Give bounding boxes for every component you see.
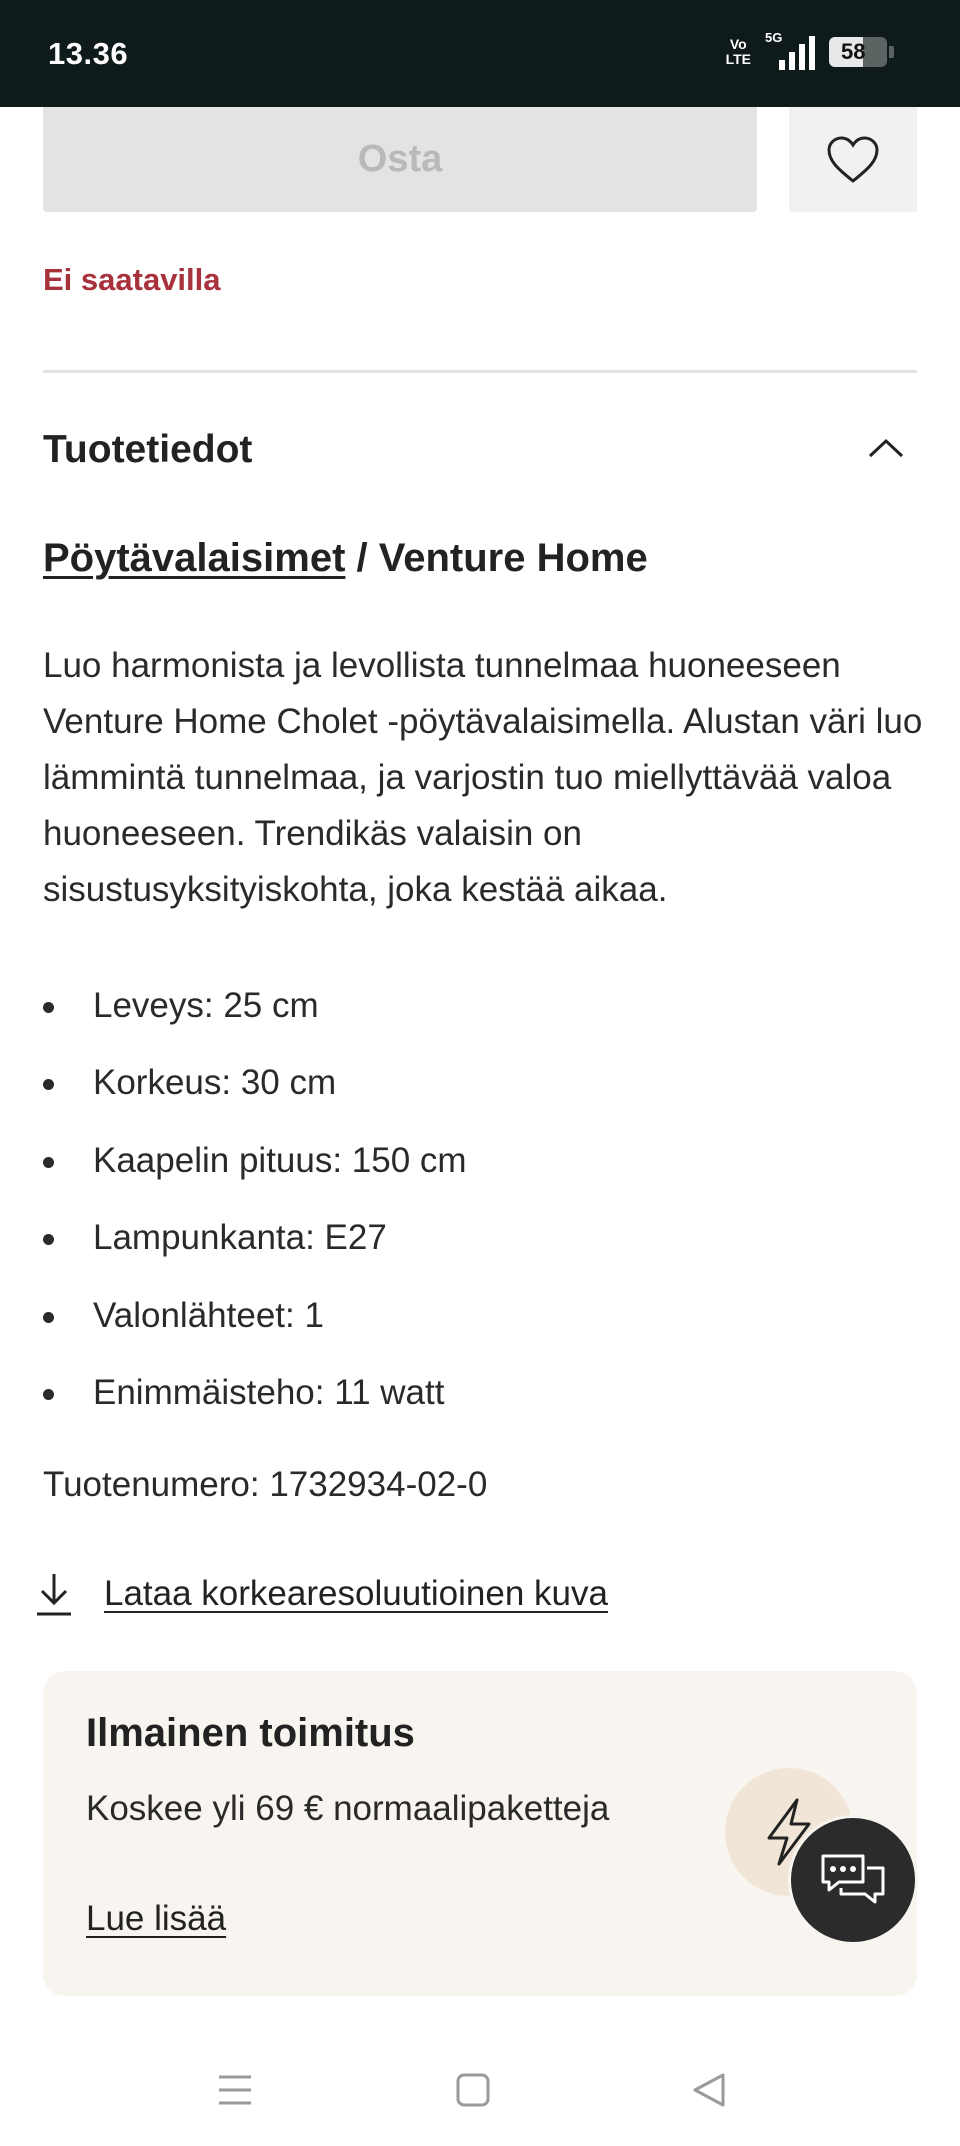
chevron-up-icon[interactable] <box>866 432 906 464</box>
volte-icon: Vo LTE <box>725 36 751 67</box>
breadcrumb-separator: / <box>345 536 379 580</box>
heart-icon <box>826 135 880 185</box>
product-description: Luo harmonista ja levollista tunnelmaa huoneeseen Venture Home Cholet -pöytävalaisimella. Alustan väri luo lämmintä tunnelmaa, ja varjostin tuo miellyttävää valoa huoneeseen. Trendikäs valaisin on sisustusyksityiskohta, joka kestää aikaa. <box>43 646 923 909</box>
breadcrumb <box>43 536 648 581</box>
back-nav-button[interactable] <box>687 2068 731 2112</box>
spec-item: Kaapelin pituus: 150 cm <box>43 1133 467 1210</box>
breadcrumb-brand: Venture Home <box>378 536 648 580</box>
promo-title: Ilmainen toimitus <box>86 1711 415 1755</box>
home-icon <box>455 2072 491 2108</box>
menu-icon <box>217 2073 253 2107</box>
spec-list <box>43 978 467 1442</box>
chat-button[interactable] <box>788 1815 918 1945</box>
promo-text: Koskee yli 69 € normaalipaketteja <box>86 1789 610 1828</box>
battery-icon: 58 <box>829 37 887 67</box>
download-image-link[interactable]: Lataa korkearesoluutioinen kuva <box>104 1574 608 1613</box>
product-number: Tuotenumero: 1732934-02-0 <box>43 1465 488 1504</box>
status-time: 13.36 <box>48 36 129 71</box>
download-icon[interactable] <box>34 1571 74 1617</box>
download-row[interactable] <box>34 1571 608 1617</box>
section-title[interactable]: Tuotetiedot <box>43 428 253 471</box>
status-icons <box>725 30 894 70</box>
free-delivery-card <box>43 1671 917 1996</box>
status-bar <box>0 0 960 107</box>
back-icon <box>691 2072 727 2108</box>
buy-button[interactable]: Osta <box>43 107 757 212</box>
spec-item: Enimmäisteho: 11 watt <box>43 1365 467 1442</box>
divider <box>43 370 917 373</box>
spec-item: Valonlähteet: 1 <box>43 1288 467 1365</box>
menu-nav-button[interactable] <box>213 2068 257 2112</box>
breadcrumb-category-link[interactable]: Pöytävalaisimet <box>43 536 346 580</box>
availability-status: Ei saatavilla <box>43 262 221 297</box>
read-more-link[interactable]: Lue lisää <box>86 1899 227 1938</box>
spec-item: Lampunkanta: E27 <box>43 1210 467 1287</box>
system-nav-bar <box>0 2034 960 2146</box>
signal-icon: 5G <box>765 34 815 70</box>
home-nav-button[interactable] <box>451 2068 495 2112</box>
spec-item: Korkeus: 30 cm <box>43 1055 467 1132</box>
spec-item: Leveys: 25 cm <box>43 978 467 1055</box>
chat-icon <box>819 1850 887 1910</box>
wishlist-button[interactable] <box>789 107 917 212</box>
